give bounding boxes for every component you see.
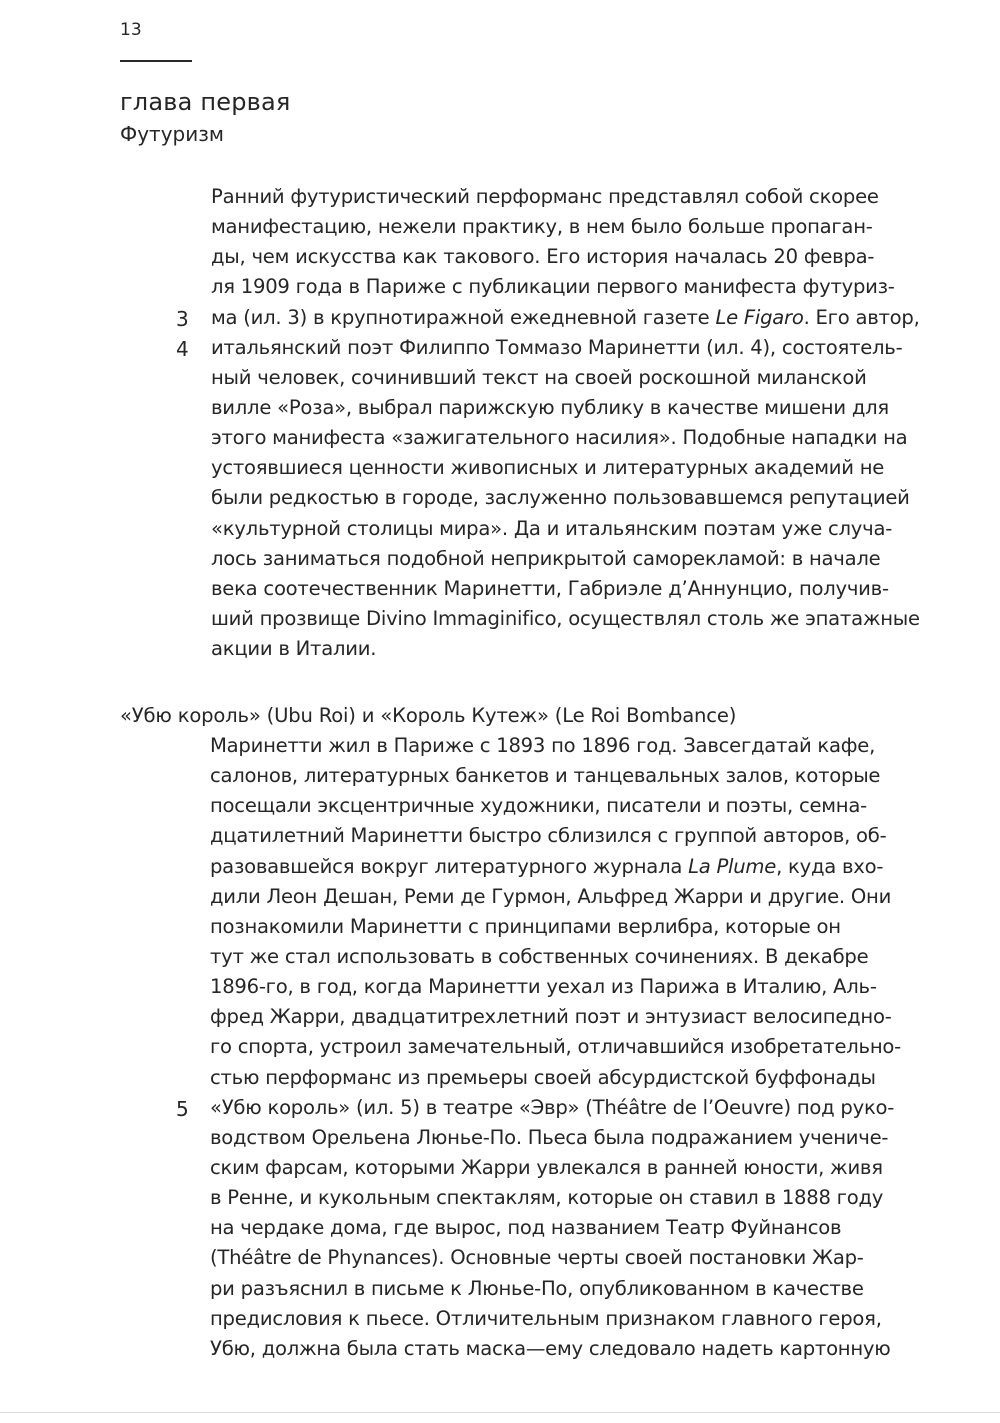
text-line: познакомили Маринетти с принципами верлибра, которые он	[210, 914, 841, 938]
text-line: ный человек, сочинивший текст на своей роскошной миланской	[211, 365, 867, 389]
text-line: дцатилетний Маринетти быстро сблизился с группой авторов, об-	[210, 824, 887, 848]
text-line: этого манифеста «зажигательного насилия». Подобные нападки на	[211, 426, 908, 450]
text-line: го спорта, устроил замечательный, отличавшийся изобретательно-	[210, 1035, 901, 1059]
text-line: манифестацию, нежели практику, в нем было больше пропаган-	[211, 215, 873, 239]
section-heading: «Убю король» (Ubu Roi) и «Король Кутеж» (Le Roi Bombance)	[120, 704, 737, 727]
text-line: «Убю король» (ил. 5) в театре «Эвр» (Théâtre de l’Oeuvre) под руко-	[210, 1095, 895, 1119]
newspaper-title: Le Figaro	[715, 305, 804, 329]
journal-title: La Plume	[688, 854, 777, 878]
text-segment: . Его автор,	[803, 305, 920, 329]
text-line: водством Орельена Люнье-По. Пьеса была подражанием учениче-	[210, 1125, 889, 1149]
text-line: ды, чем искусства как такового. Его история началась 20 февра-	[211, 245, 875, 269]
text-line: итальянский поэт Филиппо Томмазо Маринетти (ил. 4), состоятель-	[211, 335, 903, 359]
text-line: на чердаке дома, где вырос, под названием Театр Фуйнансов	[210, 1216, 842, 1240]
margin-figure-ref: 3	[176, 307, 189, 331]
text-line: лось заниматься подобной неприкрытой саморекламой: в начале	[211, 546, 881, 570]
text-line: (Théâtre de Phynances). Основные черты своей постановки Жар-	[210, 1246, 864, 1270]
chapter-subtitle: Футуризм	[120, 122, 224, 146]
body-paragraph-1	[211, 182, 920, 664]
text-line: Маринетти жил в Париже с 1893 по 1896 год. Завсегдатай кафе,	[210, 734, 876, 757]
text-line: Убю, должна была стать маска—ему следовало надеть картонную	[210, 1336, 891, 1360]
text-line: 1896-го, в год, когда Маринетти уехал из Парижа в Италию, Аль-	[210, 975, 877, 999]
text-line: устоявшиеся ценности живописных и литературных академий не	[211, 456, 885, 480]
text-line: посещали эксцентричные художники, писатели и поэты, семна-	[210, 794, 867, 818]
text-line: ший прозвище Divino Immaginifico, осуществлял столь же эпатажные	[211, 606, 920, 630]
chapter-title: глава первая	[120, 88, 291, 116]
text-line: в Ренне, и кукольным спектаклям, которые он ставил в 1888 году	[210, 1186, 884, 1210]
text-line: предисловия к пьесе. Отличительным признаком главного героя,	[210, 1306, 882, 1330]
text-line: ри разъяснил в письме к Люнье-По, опубликованном в качестве	[210, 1276, 864, 1300]
text-line: были редкостью в городе, заслуженно пользовавшемся репутацией	[211, 486, 910, 510]
text-line: «культурной столицы мира». Да и итальянским поэтам уже случа-	[211, 516, 893, 540]
text-line: тут же стал использовать в собственных сочинениях. В декабре	[210, 944, 869, 968]
margin-figure-ref: 5	[176, 1097, 189, 1121]
text-line: Ранний футуристический перформанс представлял собой скорее	[211, 185, 879, 208]
page-bottom-edge	[0, 1412, 1000, 1413]
text-segment: , куда вхо-	[776, 854, 884, 878]
page-number: 13	[120, 20, 142, 40]
text-line	[210, 852, 901, 882]
text-line: ля 1909 года в Париже с публикации первого манифеста футуриз-	[211, 275, 895, 299]
text-line: ским фарсам, которыми Жарри увлекался в ранней юности, живя	[210, 1155, 883, 1179]
text-segment: разовавшейся вокруг литературного журнала	[210, 854, 689, 878]
text-line	[211, 303, 920, 333]
body-paragraph-2	[210, 731, 901, 1364]
text-line: века соотечественник Маринетти, Габриэле д’Аннунцио, получив-	[211, 576, 889, 600]
text-line: салонов, литературных банкетов и танцевальных залов, которые	[210, 764, 881, 788]
text-line: дили Леон Дешан, Реми де Гурмон, Альфред Жарри и другие. Они	[210, 884, 892, 908]
margin-figure-ref: 4	[176, 337, 189, 361]
text-segment: ма (ил. 3) в крупнотиражной ежедневной газете	[211, 305, 716, 329]
text-line: акции в Италии.	[211, 637, 377, 661]
text-line: вилле «Роза», выбрал парижскую публику в качестве мишени для	[211, 395, 889, 419]
header-rule	[120, 60, 192, 62]
text-line: фред Жарри, двадцатитрехлетний поэт и энтузиаст велосипедно-	[210, 1005, 892, 1029]
text-line: стью перформанс из премьеры своей абсурдистской буффонады	[210, 1065, 876, 1089]
